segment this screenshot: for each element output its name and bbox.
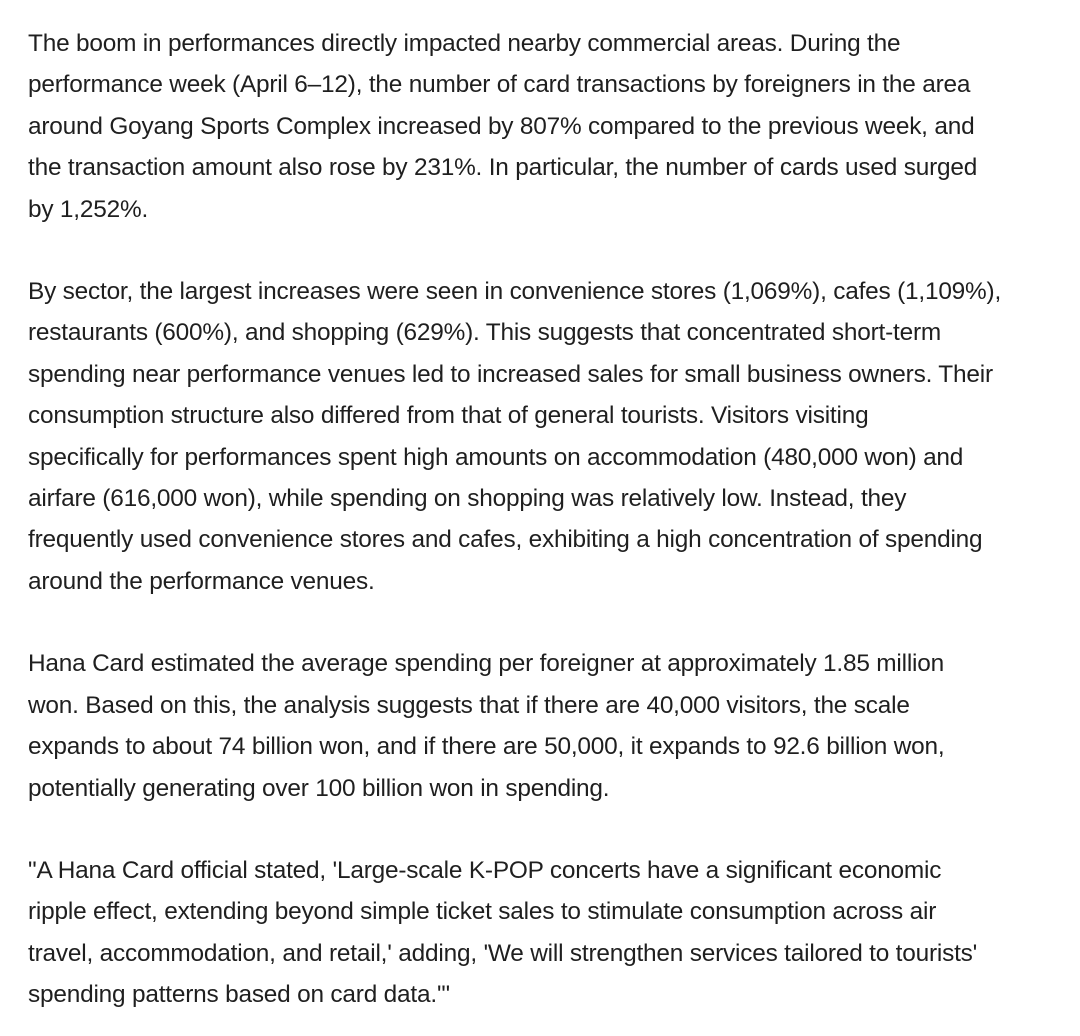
text-line: performance week (April 6–12), the number of card transactions by foreigners in the area bbox=[28, 71, 971, 99]
text-line: the transaction amount also rose by 231%. In particular, the number of cards used surged bbox=[28, 154, 978, 182]
text-line: restaurants (600%), and shopping (629%). This suggests that concentrated short-term bbox=[28, 319, 941, 347]
text-line: By sector, the largest increases were seen in convenience stores (1,069%), cafes (1,109%), bbox=[28, 278, 1002, 306]
text-line: potentially generating over 100 billion won in spending. bbox=[28, 774, 610, 802]
paragraph-sector-increases bbox=[28, 271, 1058, 602]
text-line: travel, accommodation, and retail,' adding, 'We will strengthen services tailored to tourists' bbox=[28, 939, 978, 967]
text-line: ripple effect, extending beyond simple ticket sales to stimulate consumption across air bbox=[28, 898, 937, 926]
text-line: Hana Card estimated the average spending per foreigner at approximately 1.85 million bbox=[28, 650, 944, 678]
text-line: around Goyang Sports Complex increased by 807% compared to the previous week, and bbox=[28, 112, 975, 140]
text-line: around the performance venues. bbox=[28, 567, 375, 595]
paragraph-spending-estimate bbox=[28, 643, 1058, 809]
text-line: spending patterns based on card data.'" bbox=[28, 981, 450, 1009]
text-line: "A Hana Card official stated, 'Large-scale K-POP concerts have a significant economic bbox=[28, 856, 942, 884]
text-line: consumption structure also differed from that of general tourists. Visitors visiting bbox=[28, 402, 869, 430]
text-line: The boom in performances directly impacted nearby commercial areas. During the bbox=[28, 30, 901, 57]
paragraph-card-transactions bbox=[28, 23, 1058, 230]
text-line: won. Based on this, the analysis suggests that if there are 40,000 visitors, the scale bbox=[28, 691, 910, 719]
article-body bbox=[28, 23, 1058, 1016]
text-line: frequently used convenience stores and cafes, exhibiting a high concentration of spending bbox=[28, 526, 983, 554]
text-line: spending near performance venues led to increased sales for small business owners. Their bbox=[28, 360, 993, 388]
text-line: specifically for performances spent high amounts on accommodation (480,000 won) and bbox=[28, 443, 964, 471]
text-line: expands to about 74 billion won, and if there are 50,000, it expands to 92.6 billion won, bbox=[28, 733, 945, 761]
paragraph-official-quote bbox=[28, 850, 1058, 1016]
text-line: airfare (616,000 won), while spending on shopping was relatively low. Instead, they bbox=[28, 485, 907, 513]
text-line: by 1,252%. bbox=[28, 195, 149, 223]
